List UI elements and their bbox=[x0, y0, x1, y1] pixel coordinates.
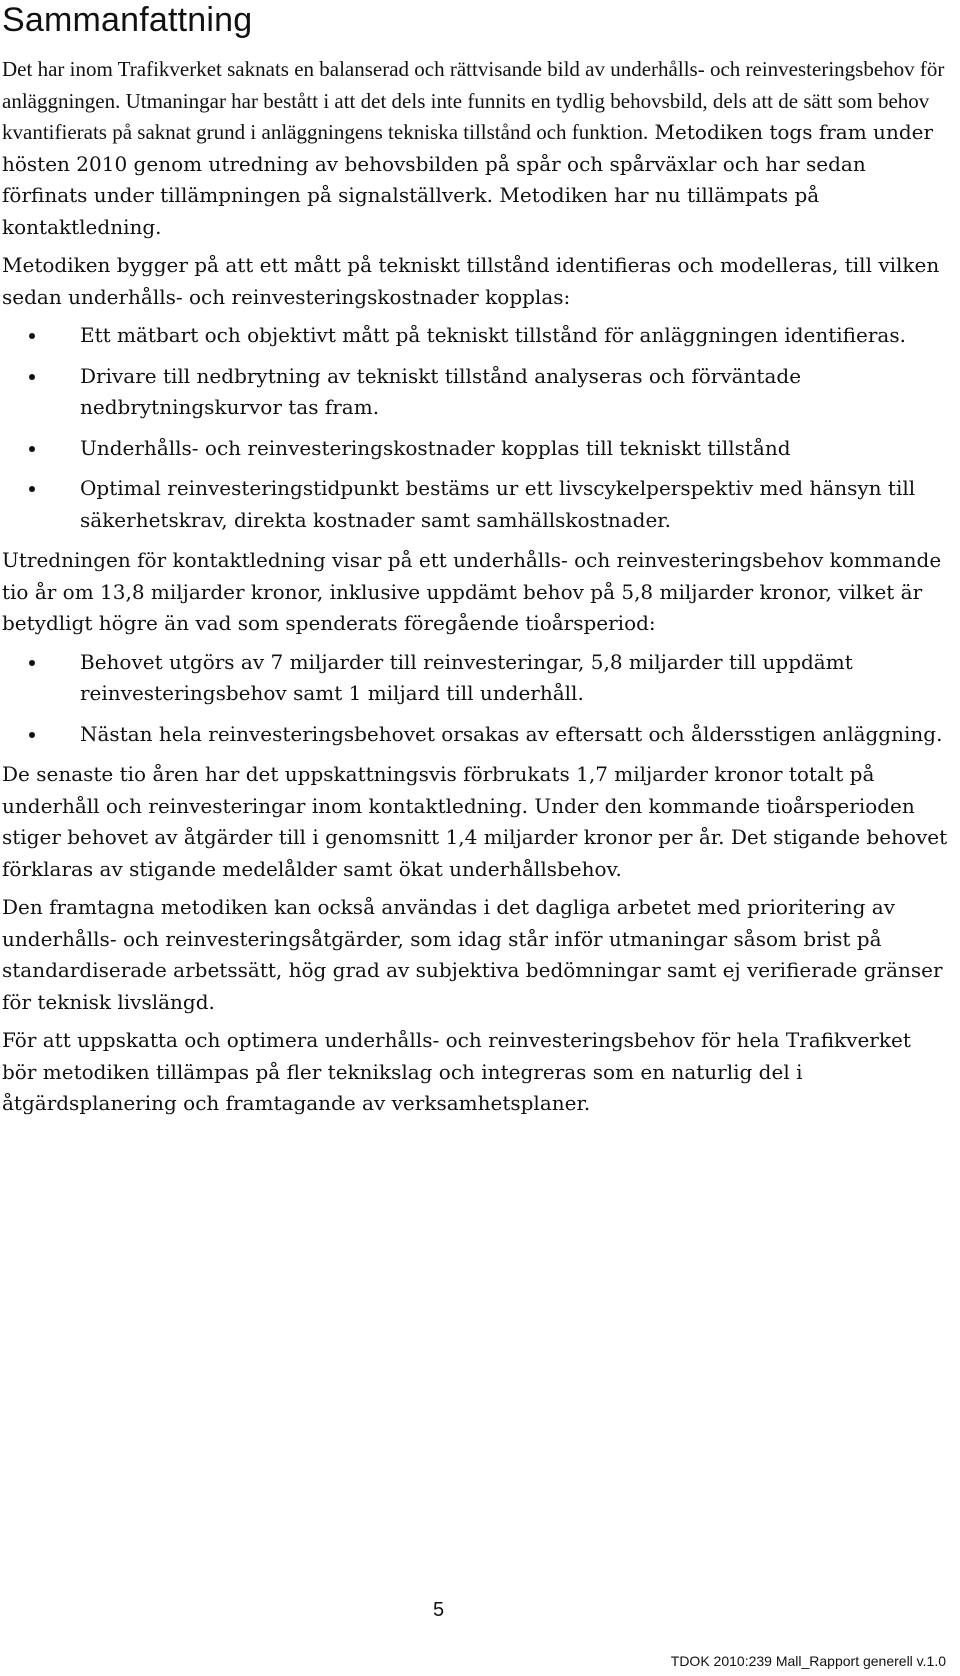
document-body bbox=[2, 54, 950, 1127]
list-item-text: Nästan hela reinvesteringsbehovet orsakas av eftersatt och åldersstigen anläggning. bbox=[80, 721, 943, 746]
list-item-text: Underhålls- och reinvesteringskostnader kopplas till tekniskt tillstånd bbox=[80, 435, 791, 460]
paragraph-method: Metodiken bygger på att ett mått på tekniskt tillstånd identifieras och modelleras, till vilken sedan underhålls- och reinvesteringskostnader kopplas: bbox=[2, 253, 940, 309]
paragraph-history: De senaste tio åren har det uppskattningsvis förbrukats 1,7 miljarder kronor totalt på underhåll och reinvesteringar inom kontaktledning. Under den kommande tioårsperioden stiger behovet av åtgärder till i genomsnitt 1,4 miljarder kronor per år. Det stigande behovet förklaras av stigande medelålder samt ökat underhållsbehov. bbox=[2, 762, 948, 881]
list-item bbox=[2, 433, 950, 465]
method-steps-list bbox=[2, 320, 950, 536]
paragraph-result: Utredningen för kontaktledning visar på ett underhålls- och reinvesteringsbehov kommande tio år om 13,8 miljarder kronor, inklusive uppdämt behov på 5,8 miljarder kronor, vilket är betydligt högre än vad som spenderats föregående tioårsperiod: bbox=[2, 548, 942, 635]
document-footer: TDOK 2010:239 Mall_Rapport generell v.1.0 bbox=[670, 1653, 946, 1669]
bullet-icon bbox=[29, 660, 35, 666]
paragraph-usage: Den framtagna metodiken kan också användas i det dagliga arbetet med prioritering av underhålls- och reinvesteringsåtgärder, som idag står inför utmaningar såsom brist på standardiserade arbetssätt, hög grad av subjektiva bedömningar samt ej verifierade gränser för teknisk livslängd. bbox=[2, 895, 943, 1014]
list-item-text: Behovet utgörs av 7 miljarder till reinvesteringar, 5,8 miljarder till uppdämt reinvesteringsbehov samt 1 miljard till underhåll. bbox=[80, 649, 853, 705]
page-title: Sammanfattning bbox=[2, 1, 253, 39]
page-number: 5 bbox=[433, 1599, 445, 1621]
paragraph-intro bbox=[2, 54, 950, 243]
bullet-icon bbox=[29, 732, 35, 738]
list-item bbox=[2, 320, 950, 352]
bullet-icon bbox=[29, 333, 35, 339]
list-item-text: Optimal reinvesteringstidpunkt bestäms ur ett livscykelperspektiv med hänsyn till säkerhetskrav, direkta kostnader samt samhällskostnader. bbox=[80, 476, 916, 532]
paragraph-intro-part-2: Metodiken togs fram under hösten 2010 genom utredning av behovsbilden på spår och spårväxlar och har sedan förfinats under tillämpningen på signalställverk. Metodiken har nu tillämpats på kontaktledning. bbox=[2, 120, 934, 239]
result-list bbox=[2, 647, 950, 751]
bullet-icon bbox=[29, 446, 35, 452]
bullet-icon bbox=[29, 486, 35, 492]
list-item-text: Ett mätbart och objektivt mått på tekniskt tillstånd för anläggningen identifieras. bbox=[80, 323, 906, 347]
paragraph-recommendation: För att uppskatta och optimera underhålls- och reinvesteringsbehov för hela Trafikverket bör metodiken tillämpas på fler teknikslag och integreras som en naturlig del i åtgärdsplanering och framtagande av verksamhetsplaner. bbox=[2, 1028, 911, 1115]
bullet-icon bbox=[29, 374, 35, 380]
paragraph-intro-part-1: Det har inom Trafikverket saknats en balanserad och rättvisande bild av underhålls- och reinvesteringsbehov för anläggningen. Utmaningar har bestått i att det dels inte funnits en tydlig behovsbild, dels att de sätt som behov kvantifierats på saknat grund i anläggningens tekniska tillstånd och funktion. bbox=[2, 57, 945, 144]
list-item-text: Drivare till nedbrytning av tekniskt tillstånd analyseras och förväntade nedbrytningskurvor tas fram. bbox=[80, 363, 802, 419]
list-item bbox=[2, 719, 950, 751]
list-item bbox=[2, 361, 950, 424]
list-item bbox=[2, 647, 950, 710]
list-item bbox=[2, 473, 950, 536]
